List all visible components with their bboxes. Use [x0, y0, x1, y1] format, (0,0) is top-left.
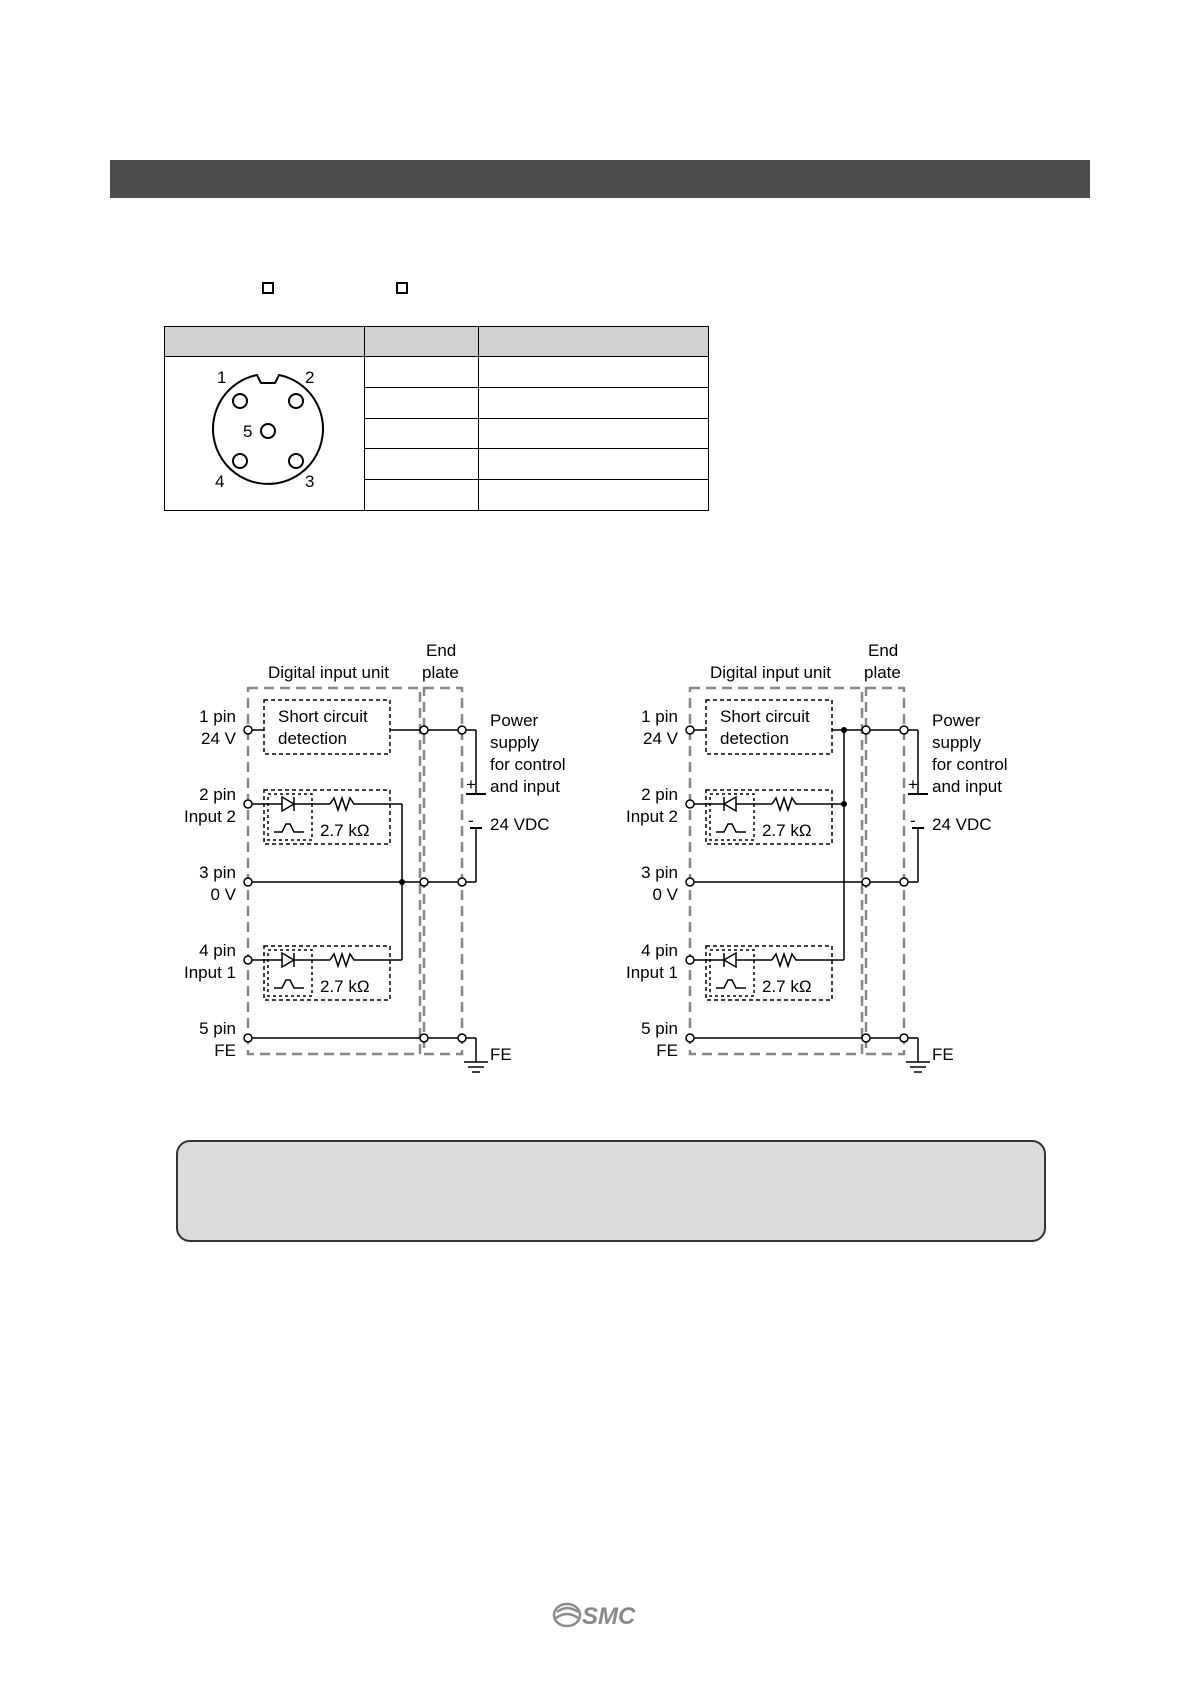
pin-label: 5 pin	[641, 1019, 678, 1038]
resistor-label: 2.7 kΩ	[762, 977, 812, 996]
power-label: supply	[490, 733, 540, 752]
fe-label: FE	[932, 1045, 954, 1064]
short-circuit-label: detection	[720, 729, 789, 748]
pin-label: 4 pin	[199, 941, 236, 960]
power-label: for control	[932, 755, 1008, 774]
pin-label: 1 pin	[641, 707, 678, 726]
table-cell	[479, 357, 709, 388]
table-header-cell	[165, 327, 365, 357]
end-plate-label: plate	[864, 663, 901, 682]
resistor-label: 2.7 kΩ	[320, 821, 370, 840]
fe-label: FE	[490, 1045, 512, 1064]
voltage-label: 24 VDC	[932, 815, 992, 834]
voltage-label: 24 VDC	[490, 815, 550, 834]
pin-label: 5 pin	[199, 1019, 236, 1038]
table-cell	[479, 418, 709, 449]
pin-3-socket	[289, 454, 303, 468]
m12-connector-icon	[165, 357, 365, 505]
pin-label: 3 pin	[199, 863, 236, 882]
table-cell	[365, 449, 479, 480]
connector-diagram-cell	[165, 357, 365, 511]
power-label: Power	[490, 711, 539, 730]
resistor-label: 2.7 kΩ	[320, 977, 370, 996]
pin-label: 1	[217, 368, 227, 387]
plus-sign: +	[466, 775, 476, 794]
note-box	[176, 1140, 1046, 1242]
table-cell	[365, 387, 479, 418]
pin-label: Input 2	[184, 807, 236, 826]
pin-label: 2	[305, 368, 315, 387]
pin-label: 0 V	[652, 885, 678, 904]
table-cell	[365, 418, 479, 449]
power-label: and input	[932, 777, 1002, 796]
pin-assignment-table	[164, 326, 709, 511]
table-header-cell	[479, 327, 709, 357]
end-plate-label: End	[426, 641, 457, 660]
table-header-cell	[365, 327, 479, 357]
placeholder-square-2	[396, 282, 408, 294]
pin-label: 3 pin	[641, 863, 678, 882]
minus-sign: -	[910, 811, 916, 830]
placeholder-square-1	[262, 282, 274, 294]
unit-label: Digital input unit	[268, 663, 389, 682]
pin-label: 24 V	[643, 729, 678, 748]
short-circuit-label: detection	[278, 729, 347, 748]
unit-label: Digital input unit	[710, 663, 831, 682]
circuit-diagram-left	[170, 630, 590, 1090]
table-cell	[365, 357, 479, 388]
short-circuit-label: Short circuit	[720, 707, 810, 726]
smc-swirl-icon	[554, 1604, 580, 1626]
end-plate-label: plate	[422, 663, 459, 682]
pin-label: 5	[243, 422, 253, 441]
pin-label: FE	[656, 1041, 678, 1060]
pin-label: 2 pin	[199, 785, 236, 804]
table-header-row	[165, 327, 709, 357]
pin-label: 3	[305, 472, 315, 491]
pin-label: 4	[215, 472, 225, 491]
pin-label: FE	[214, 1041, 236, 1060]
pin-label: Input 2	[626, 807, 678, 826]
pin-2-socket	[289, 394, 303, 408]
pin-4-socket	[233, 454, 247, 468]
pin-label: 2 pin	[641, 785, 678, 804]
table-cell	[479, 480, 709, 511]
pin-label: 1 pin	[199, 707, 236, 726]
section-header-bar	[110, 160, 1090, 198]
end-plate-label: End	[868, 641, 899, 660]
end-plate-boundary	[866, 688, 904, 1054]
resistor-label: 2.7 kΩ	[762, 821, 812, 840]
end-plate-boundary	[424, 688, 462, 1054]
short-circuit-label: Short circuit	[278, 707, 368, 726]
pin-label: 24 V	[201, 729, 236, 748]
pin-label: Input 1	[184, 963, 236, 982]
pin-1-socket	[233, 394, 247, 408]
pin-label: Input 1	[626, 963, 678, 982]
power-label: Power	[932, 711, 981, 730]
table-cell	[365, 480, 479, 511]
smc-logo	[552, 1600, 652, 1630]
pin-label: 4 pin	[641, 941, 678, 960]
table-cell	[479, 387, 709, 418]
table-cell	[479, 449, 709, 480]
table-row	[165, 357, 709, 388]
logo-text: SMC	[582, 1603, 636, 1630]
power-label: supply	[932, 733, 982, 752]
plus-sign: +	[908, 775, 918, 794]
minus-sign: -	[468, 811, 474, 830]
power-label: for control	[490, 755, 566, 774]
power-label: and input	[490, 777, 560, 796]
pin-5-socket	[261, 424, 275, 438]
pin-label: 0 V	[210, 885, 236, 904]
circuit-diagram-right	[612, 630, 1032, 1090]
